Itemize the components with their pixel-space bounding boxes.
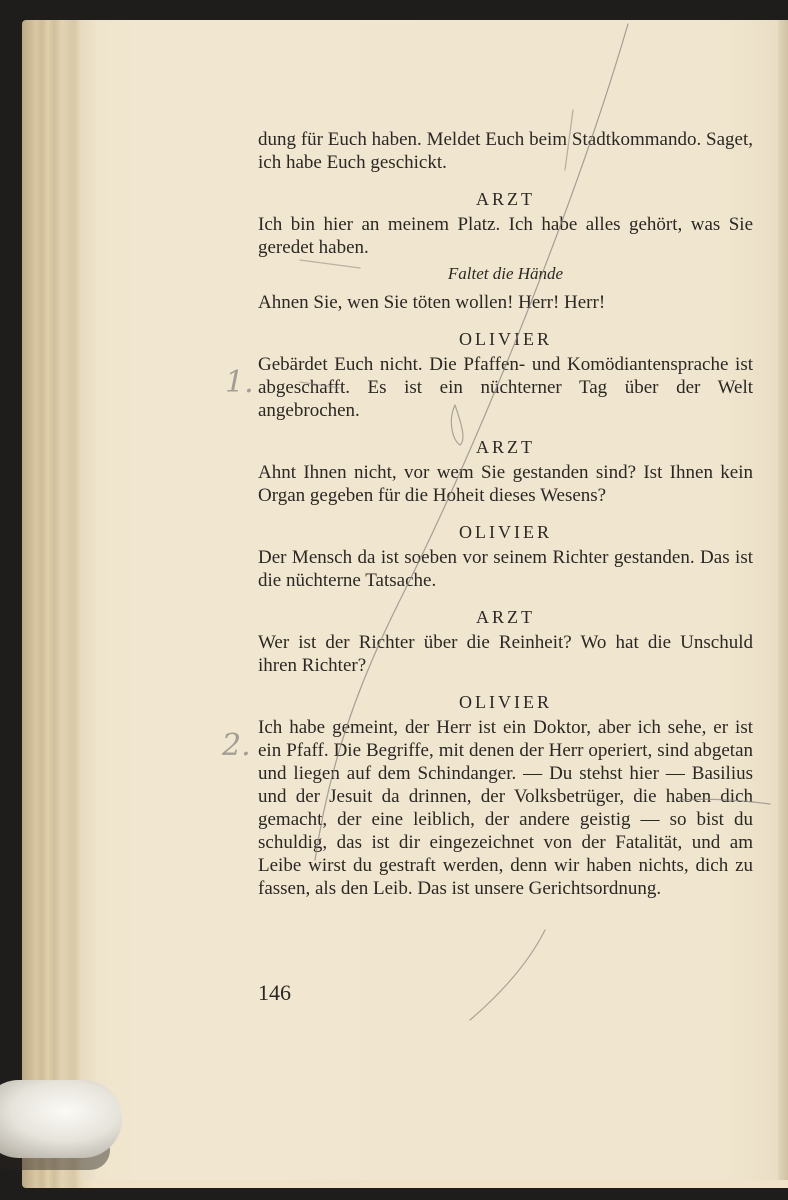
page-holder-clip <box>0 1080 122 1158</box>
dialogue-paragraph: dung für Euch haben. Meldet Euch beim Stadtkommando. Saget, ich habe Euch geschickt. <box>258 129 753 173</box>
margin-mark-1: 1. <box>225 365 254 400</box>
stage-direction: Faltet die Hände <box>447 264 564 283</box>
page-right-edge <box>778 20 788 1180</box>
speaker-heading: ARZT <box>476 189 535 209</box>
speaker-heading: ARZT <box>476 607 535 627</box>
dialogue-paragraph: Ahnen Sie, wen Sie töten wollen! Herr! Herr! <box>258 292 606 313</box>
speaker-heading: OLIVIER <box>459 522 552 542</box>
dialogue-paragraph: Wer ist der Richter über die Reinheit? Wo hat die Unschuld ihren Richter? <box>258 632 753 676</box>
dialogue-paragraph: Ahnt Ihnen nicht, vor wem Sie gestanden sind? Ist Ihnen kein Organ gegeben für die Hoheit dieses Wesens? <box>258 462 753 506</box>
dialogue-paragraph: Ich bin hier an meinem Platz. Ich habe alles gehört, was Sie geredet haben. <box>258 214 753 258</box>
speaker-heading: OLIVIER <box>459 692 552 712</box>
dialogue-paragraph: Der Mensch da ist soeben vor seinem Richter gestanden. Das ist die nüchterne Tatsache. <box>258 547 753 591</box>
speaker-heading: OLIVIER <box>459 329 552 349</box>
dialogue-text-block <box>258 128 753 900</box>
dialogue-paragraph: Gebärdet Euch nicht. Die Pfaffen- und Komödiantensprache ist abgeschafft. Es ist ein nüchterner Tag über der Welt angebrochen. <box>258 354 753 421</box>
speaker-heading: ARZT <box>476 437 535 457</box>
page-number: 146 <box>258 980 291 1005</box>
margin-mark-2: 2. <box>222 728 251 763</box>
dialogue-paragraph: Ich habe gemeint, der Herr ist ein Doktor, aber ich sehe, er ist ein Pfaff. Die Begriffe, mit denen der Herr operiert, sind abgetan und liegen auf dem Schindanger. — Du stehst hier — Basilius und der Jesuit da drinnen, der Volksbetrüger, die haben dich gemacht, der eine leiblich, der andere geistig — so bist du schuldig, das ist dir eingezeichnet von der Fatalität, und am Leibe wirst du gestraft werden, denn wir haben nichts, dich zu fassen, als den Leib. Das ist unsere Gerichtsordnung. <box>258 717 753 899</box>
